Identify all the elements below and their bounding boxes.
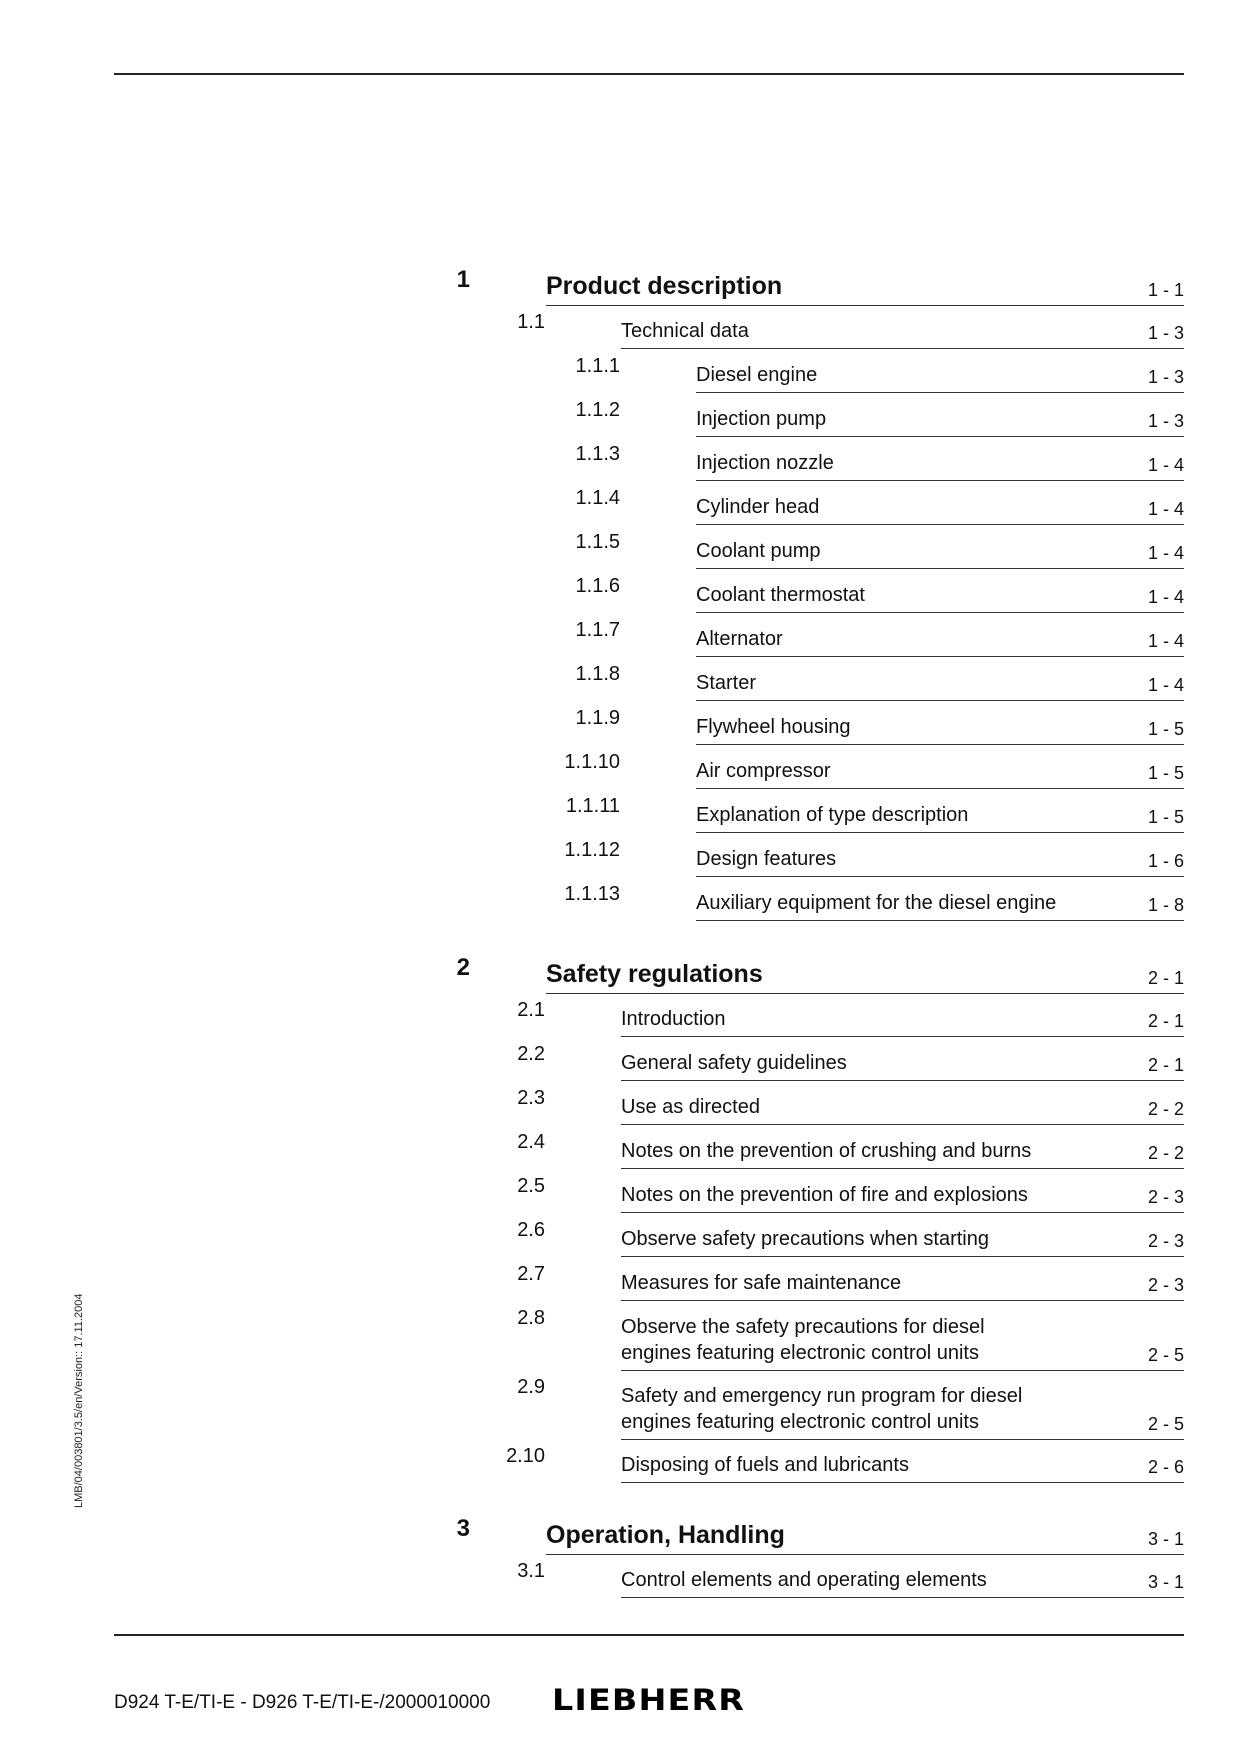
toc-entry-title: Safety and emergency run program for diesel engines featuring electronic control units bbox=[621, 1385, 1023, 1433]
toc-entry-title: Air compressor bbox=[696, 760, 831, 782]
toc-entry-line bbox=[546, 1515, 1184, 1555]
toc-entry-line bbox=[696, 575, 1184, 613]
toc-entry-title: Observe the safety precautions for diesel engines featuring electronic control units bbox=[621, 1316, 985, 1364]
toc-entry-title: Measures for safe maintenance bbox=[621, 1272, 902, 1294]
toc-entry[interactable] bbox=[0, 1560, 1240, 1598]
toc-entry-number: 2.9 bbox=[517, 1376, 545, 1398]
toc-entry-title: Operation, Handling bbox=[546, 1521, 785, 1549]
toc-entry-title: Technical data bbox=[621, 320, 749, 342]
toc-entry-line bbox=[696, 883, 1184, 921]
toc-entry-line bbox=[696, 443, 1184, 481]
toc-entry[interactable] bbox=[0, 1087, 1240, 1125]
toc-entry-title: Flywheel housing bbox=[696, 716, 851, 738]
toc-entry-title: Disposing of fuels and lubricants bbox=[621, 1454, 909, 1476]
toc-entry-title: Observe safety precautions when starting bbox=[621, 1228, 989, 1250]
toc-entry-title: Coolant thermostat bbox=[696, 584, 865, 606]
toc-entry-number: 2.3 bbox=[517, 1087, 545, 1109]
toc-entry[interactable] bbox=[0, 663, 1240, 701]
toc-entry-number: 1.1.1 bbox=[575, 355, 620, 377]
toc-entry-page: 2 - 1 bbox=[1147, 1055, 1184, 1075]
toc-entry-page: 1 - 4 bbox=[1147, 455, 1184, 475]
toc-entry-title: Coolant pump bbox=[696, 540, 821, 562]
toc-entry-line bbox=[621, 1131, 1184, 1169]
toc-entry-number: 2.1 bbox=[517, 999, 545, 1021]
toc-entry-page: 1 - 6 bbox=[1147, 851, 1184, 871]
toc-entry[interactable] bbox=[0, 751, 1240, 789]
toc-entry-title: General safety guidelines bbox=[621, 1052, 847, 1074]
toc-entry[interactable] bbox=[0, 399, 1240, 437]
toc-entry[interactable] bbox=[0, 1307, 1240, 1371]
toc-entry-line bbox=[696, 751, 1184, 789]
toc-entry-title: Safety regulations bbox=[546, 960, 763, 988]
toc-entry-title: Injection nozzle bbox=[696, 452, 834, 474]
toc-entry-line bbox=[621, 999, 1184, 1037]
toc-entry-title: Introduction bbox=[621, 1008, 726, 1030]
toc-entry-line bbox=[696, 707, 1184, 745]
toc-entry-page: 1 - 4 bbox=[1147, 675, 1184, 695]
toc-entry-number: 2.4 bbox=[517, 1131, 545, 1153]
footer-model-code: D924 T-E/TI-E - D926 T-E/TI-E-/2000010000 bbox=[114, 1692, 491, 1713]
toc-entry-number: 1.1.7 bbox=[575, 619, 620, 641]
toc-entry-line bbox=[696, 487, 1184, 525]
toc-entry[interactable] bbox=[0, 1263, 1240, 1301]
toc-entry[interactable] bbox=[0, 999, 1240, 1037]
toc-entry[interactable] bbox=[0, 839, 1240, 877]
toc-entry[interactable] bbox=[0, 1043, 1240, 1081]
toc-entry-number: 1.1.13 bbox=[564, 883, 620, 905]
toc-entry-line bbox=[696, 355, 1184, 393]
toc-entry-number: 2.10 bbox=[506, 1445, 545, 1467]
toc-entry-page: 1 - 5 bbox=[1147, 719, 1184, 739]
toc-entry-page: 1 - 3 bbox=[1147, 411, 1184, 431]
toc-entry[interactable] bbox=[0, 954, 1240, 994]
toc-entry-number: 1.1 bbox=[517, 311, 545, 333]
toc-entry-page: 1 - 4 bbox=[1147, 543, 1184, 563]
toc-entry-line bbox=[546, 954, 1184, 994]
footer-rule bbox=[114, 1634, 1184, 1636]
toc-entry[interactable] bbox=[0, 531, 1240, 569]
toc-entry[interactable] bbox=[0, 1445, 1240, 1483]
toc-entry-title: Explanation of type description bbox=[696, 804, 969, 826]
toc-entry-page: 2 - 6 bbox=[1147, 1457, 1184, 1477]
toc-entry-number: 2.6 bbox=[517, 1219, 545, 1241]
toc-entry[interactable] bbox=[0, 1376, 1240, 1440]
toc-entry-page: 2 - 3 bbox=[1147, 1187, 1184, 1207]
toc-entry-number: 1.1.8 bbox=[575, 663, 620, 685]
toc-entry-page: 3 - 1 bbox=[1147, 1529, 1184, 1549]
toc-entry[interactable] bbox=[0, 443, 1240, 481]
toc-entry-line bbox=[621, 1219, 1184, 1257]
toc-entry-page: 1 - 3 bbox=[1147, 323, 1184, 343]
toc-entry-page: 2 - 1 bbox=[1147, 968, 1184, 988]
toc-entry[interactable] bbox=[0, 1219, 1240, 1257]
toc-entry-title: Alternator bbox=[696, 628, 783, 650]
toc-entry-line bbox=[621, 311, 1184, 349]
toc-entry-line bbox=[696, 795, 1184, 833]
toc-entry-page: 1 - 1 bbox=[1147, 280, 1184, 300]
toc-entry[interactable] bbox=[0, 266, 1240, 306]
toc-entry-number: 2.2 bbox=[517, 1043, 545, 1065]
liebherr-logo: LIEBHERR bbox=[552, 1683, 746, 1717]
toc-entry[interactable] bbox=[0, 355, 1240, 393]
toc-entry-page: 2 - 3 bbox=[1147, 1275, 1184, 1295]
toc-entry-line bbox=[621, 1087, 1184, 1125]
toc-entry-page: 2 - 2 bbox=[1147, 1099, 1184, 1119]
toc-entry-page: 2 - 2 bbox=[1147, 1143, 1184, 1163]
toc-entry-title: Cylinder head bbox=[696, 496, 820, 518]
toc-entry-number: 1.1.3 bbox=[575, 443, 620, 465]
toc-entry-title: Auxiliary equipment for the diesel engine bbox=[696, 892, 1057, 914]
toc-entry[interactable] bbox=[0, 1131, 1240, 1169]
toc-entry[interactable] bbox=[0, 795, 1240, 833]
toc-entry-page: 2 - 1 bbox=[1147, 1011, 1184, 1031]
toc-entry-number: 2.7 bbox=[517, 1263, 545, 1285]
toc-entry-line bbox=[696, 531, 1184, 569]
toc-entry-title: Design features bbox=[696, 848, 837, 870]
toc-entry[interactable] bbox=[0, 311, 1240, 349]
toc-entry-number: 1.1.6 bbox=[575, 575, 620, 597]
toc-entry-number: 2 bbox=[456, 954, 470, 981]
toc-entry-page: 1 - 3 bbox=[1147, 367, 1184, 387]
toc-entry[interactable] bbox=[0, 575, 1240, 613]
toc-entry-line bbox=[621, 1043, 1184, 1081]
toc-entry-number: 1.1.12 bbox=[564, 839, 620, 861]
toc-entry-number: 1.1.11 bbox=[565, 795, 620, 817]
toc-entry[interactable] bbox=[0, 487, 1240, 525]
toc-entry-page: 1 - 4 bbox=[1147, 587, 1184, 607]
toc-entry-title: Control elements and operating elements bbox=[621, 1569, 987, 1591]
toc-entry[interactable] bbox=[0, 1515, 1240, 1555]
toc-entry-line bbox=[546, 266, 1184, 306]
toc-entry-number: 3.1 bbox=[517, 1560, 545, 1582]
toc-entry-number: 2.5 bbox=[517, 1175, 545, 1197]
toc-entry-title: Product description bbox=[546, 272, 783, 300]
toc-entry-line bbox=[621, 1175, 1184, 1213]
toc-entry-number: 3 bbox=[456, 1515, 470, 1542]
toc-entry-page: 1 - 8 bbox=[1147, 895, 1184, 915]
toc-entry-line bbox=[621, 1307, 1184, 1371]
toc-entry-number: 1.1.9 bbox=[575, 707, 620, 729]
toc-entry-page: 3 - 1 bbox=[1147, 1572, 1184, 1592]
toc-entry-page: 1 - 5 bbox=[1147, 763, 1184, 783]
toc-entry-page: 2 - 5 bbox=[1147, 1414, 1184, 1434]
toc-entry-title: Use as directed bbox=[621, 1096, 760, 1118]
toc-entry-title: Notes on the prevention of crushing and burns bbox=[621, 1140, 1032, 1162]
toc-entry-number: 1.1.5 bbox=[575, 531, 620, 553]
toc-entry-line bbox=[696, 663, 1184, 701]
toc-entry-title: Injection pump bbox=[696, 408, 827, 430]
toc-entry-page: 1 - 5 bbox=[1147, 807, 1184, 827]
toc-entry-page: 2 - 5 bbox=[1147, 1345, 1184, 1365]
toc-entry[interactable] bbox=[0, 1175, 1240, 1213]
toc-entry-line bbox=[621, 1445, 1184, 1483]
toc-entry-line bbox=[621, 1560, 1184, 1598]
toc-entry-line bbox=[696, 399, 1184, 437]
toc-entry-page: 2 - 3 bbox=[1147, 1231, 1184, 1251]
toc-entry[interactable] bbox=[0, 883, 1240, 921]
toc-entry-line bbox=[621, 1263, 1184, 1301]
toc-entry-number: 1.1.4 bbox=[575, 487, 620, 509]
toc-entry[interactable] bbox=[0, 707, 1240, 745]
document-version-code: LMB/04/003801/3.5/en/Version:: 17.11.2004 bbox=[73, 1293, 85, 1508]
toc-entry-number: 2.8 bbox=[517, 1307, 545, 1329]
toc-entry-number: 1 bbox=[456, 266, 470, 293]
toc-entry-number: 1.1.10 bbox=[564, 751, 620, 773]
toc-entry-page: 1 - 4 bbox=[1147, 631, 1184, 651]
toc-entry[interactable] bbox=[0, 619, 1240, 657]
toc-entry-line bbox=[621, 1376, 1184, 1440]
toc-entry-title: Starter bbox=[696, 672, 757, 694]
toc-entry-page: 1 - 4 bbox=[1147, 499, 1184, 519]
toc-entry-title: Notes on the prevention of fire and explosions bbox=[621, 1184, 1028, 1206]
toc-entry-number: 1.1.2 bbox=[575, 399, 620, 421]
toc-entry-line bbox=[696, 839, 1184, 877]
toc-entry-line bbox=[696, 619, 1184, 657]
toc-entry-title: Diesel engine bbox=[696, 364, 818, 386]
